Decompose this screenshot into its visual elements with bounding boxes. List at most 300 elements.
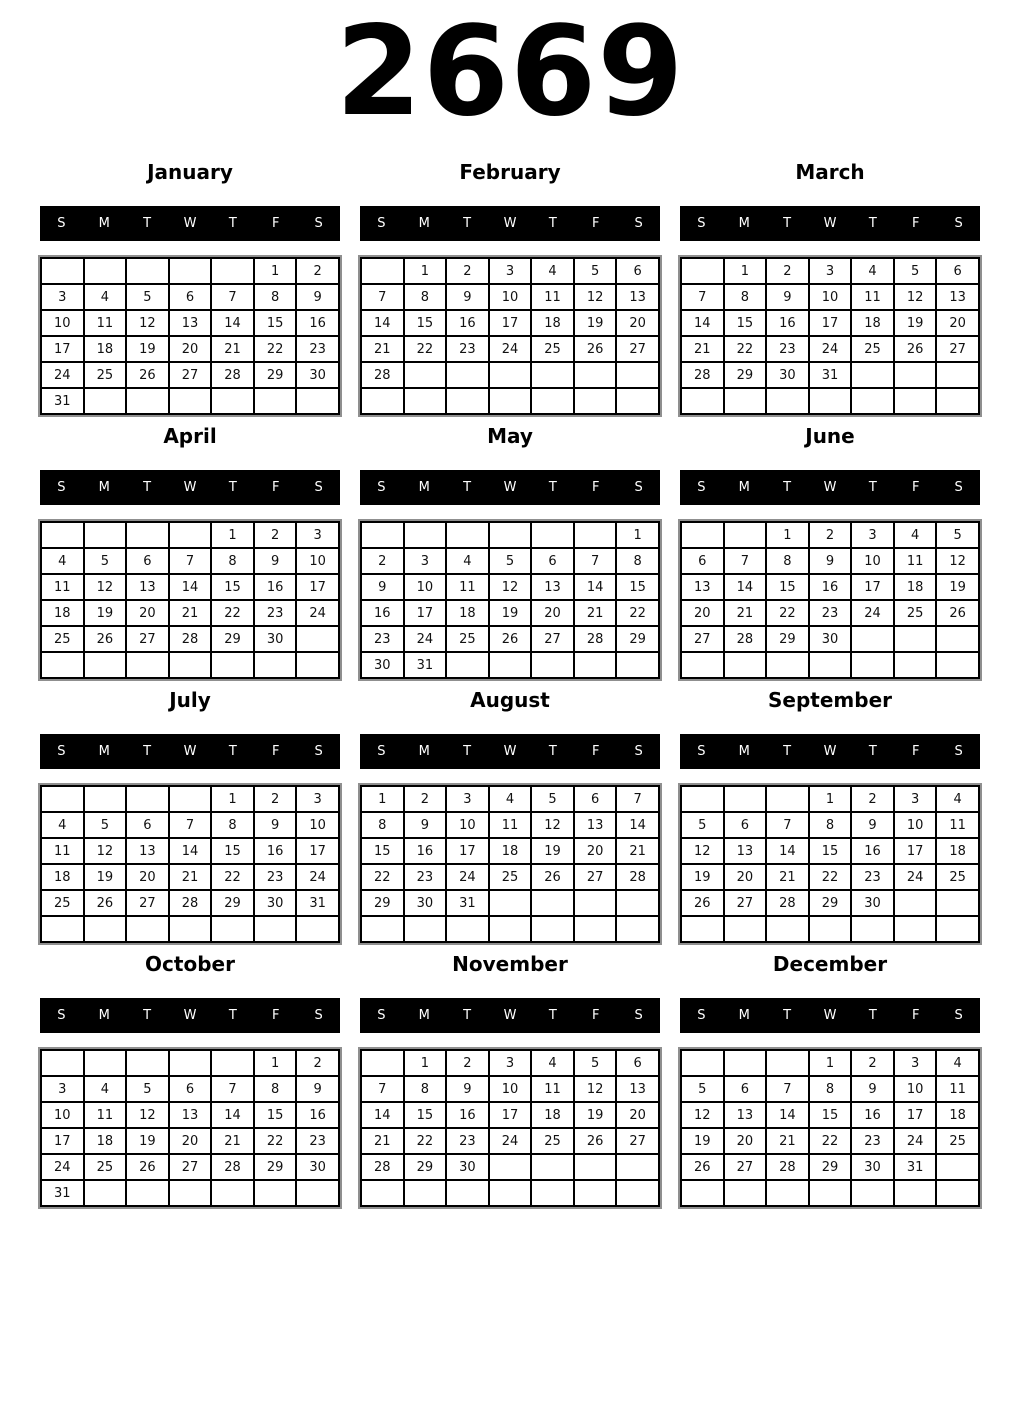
week-row [41, 1154, 339, 1180]
day-cell: 21 [211, 336, 254, 362]
empty-day-cell [574, 916, 617, 942]
day-grid [360, 785, 660, 943]
day-cell: 17 [489, 310, 532, 336]
day-cell: 8 [211, 812, 254, 838]
day-cell: 31 [41, 1180, 84, 1206]
week-row [681, 916, 979, 942]
day-cell: 19 [489, 600, 532, 626]
empty-day-cell [489, 1180, 532, 1206]
day-cell: 4 [936, 1050, 979, 1076]
day-cell: 29 [766, 626, 809, 652]
week-row [41, 522, 339, 548]
day-cell: 12 [894, 284, 937, 310]
empty-day-cell [361, 1050, 404, 1076]
day-cell: 8 [404, 1076, 447, 1102]
week-row [41, 864, 339, 890]
weekday-label: S [377, 744, 386, 759]
day-cell: 19 [531, 838, 574, 864]
weekday-label: W [503, 1008, 517, 1023]
day-cell: 27 [616, 1128, 659, 1154]
week-row [41, 1050, 339, 1076]
weekday-label: S [634, 744, 643, 759]
weekday-label: S [954, 480, 963, 495]
day-cell: 11 [936, 812, 979, 838]
day-cell: 23 [296, 336, 339, 362]
day-cell: 24 [851, 600, 894, 626]
empty-day-cell [531, 522, 574, 548]
week-row [681, 1128, 979, 1154]
empty-day-cell [404, 522, 447, 548]
day-cell: 3 [894, 786, 937, 812]
day-cell: 24 [446, 864, 489, 890]
empty-day-cell [894, 652, 937, 678]
day-cell: 13 [724, 1102, 767, 1128]
empty-day-cell [681, 1180, 724, 1206]
weekday-label: M [418, 480, 430, 495]
day-cell: 7 [211, 284, 254, 310]
empty-day-cell [254, 1180, 297, 1206]
empty-day-cell [681, 786, 724, 812]
day-cell: 13 [681, 574, 724, 600]
empty-day-cell [84, 786, 127, 812]
day-cell: 30 [296, 1154, 339, 1180]
empty-day-cell [531, 1180, 574, 1206]
day-cell: 19 [936, 574, 979, 600]
week-row [681, 838, 979, 864]
empty-day-cell [936, 890, 979, 916]
empty-day-cell [169, 388, 212, 414]
day-grid [680, 257, 980, 415]
empty-day-cell [211, 388, 254, 414]
day-cell: 24 [894, 864, 937, 890]
empty-day-cell [616, 652, 659, 678]
empty-day-cell [681, 652, 724, 678]
day-cell: 2 [404, 786, 447, 812]
month-block [360, 160, 660, 415]
day-cell: 6 [531, 548, 574, 574]
week-row [681, 522, 979, 548]
empty-day-cell [254, 388, 297, 414]
day-cell: 25 [851, 336, 894, 362]
day-cell: 25 [84, 1154, 127, 1180]
weekday-header-bar [360, 470, 660, 505]
day-cell: 24 [489, 1128, 532, 1154]
day-cell: 28 [211, 362, 254, 388]
day-cell: 30 [254, 626, 297, 652]
month-name: August [470, 688, 550, 712]
weekday-label: S [314, 480, 323, 495]
week-row [361, 1102, 659, 1128]
weekday-label: S [57, 480, 66, 495]
empty-day-cell [126, 258, 169, 284]
weekday-label: S [377, 480, 386, 495]
weekday-label: S [634, 480, 643, 495]
day-cell: 22 [809, 1128, 852, 1154]
empty-day-cell [724, 786, 767, 812]
week-row [361, 1076, 659, 1102]
day-grid [680, 785, 980, 943]
day-cell: 8 [211, 548, 254, 574]
week-row [681, 258, 979, 284]
day-cell: 30 [851, 1154, 894, 1180]
day-cell: 21 [766, 864, 809, 890]
day-cell: 6 [681, 548, 724, 574]
day-cell: 30 [446, 1154, 489, 1180]
empty-day-cell [616, 916, 659, 942]
day-cell: 4 [446, 548, 489, 574]
day-cell: 21 [681, 336, 724, 362]
day-cell: 6 [126, 812, 169, 838]
month-block [360, 952, 660, 1207]
empty-day-cell [446, 362, 489, 388]
weekday-label: F [911, 744, 920, 759]
day-cell: 28 [361, 1154, 404, 1180]
day-cell: 16 [851, 1102, 894, 1128]
empty-day-cell [169, 258, 212, 284]
day-cell: 7 [766, 812, 809, 838]
day-cell: 2 [296, 258, 339, 284]
weekday-label: F [271, 744, 280, 759]
day-cell: 7 [361, 284, 404, 310]
empty-day-cell [936, 1180, 979, 1206]
day-cell: 29 [254, 362, 297, 388]
day-cell: 13 [936, 284, 979, 310]
day-cell: 3 [41, 284, 84, 310]
day-cell: 4 [41, 812, 84, 838]
empty-day-cell [41, 258, 84, 284]
day-cell: 1 [404, 258, 447, 284]
weekday-label: T [548, 480, 557, 495]
empty-day-cell [126, 1050, 169, 1076]
day-cell: 5 [936, 522, 979, 548]
empty-day-cell [211, 1180, 254, 1206]
day-cell: 22 [616, 600, 659, 626]
day-cell: 21 [616, 838, 659, 864]
day-cell: 12 [84, 838, 127, 864]
day-cell: 14 [211, 1102, 254, 1128]
day-cell: 3 [489, 1050, 532, 1076]
empty-day-cell [531, 890, 574, 916]
empty-day-cell [531, 388, 574, 414]
day-cell: 4 [489, 786, 532, 812]
empty-day-cell [724, 652, 767, 678]
month-name: February [459, 160, 561, 184]
day-cell: 30 [766, 362, 809, 388]
weekday-label: M [738, 480, 750, 495]
week-row [41, 310, 339, 336]
day-cell: 25 [894, 600, 937, 626]
week-row [361, 362, 659, 388]
weekday-label: M [418, 744, 430, 759]
day-cell: 9 [361, 574, 404, 600]
week-row [41, 284, 339, 310]
empty-day-cell [361, 916, 404, 942]
day-cell: 20 [616, 310, 659, 336]
empty-day-cell [681, 258, 724, 284]
empty-day-cell [84, 916, 127, 942]
day-cell: 19 [574, 310, 617, 336]
day-cell: 10 [446, 812, 489, 838]
month-block [40, 952, 340, 1207]
day-cell: 4 [531, 258, 574, 284]
empty-day-cell [894, 890, 937, 916]
day-cell: 13 [126, 838, 169, 864]
empty-day-cell [681, 388, 724, 414]
day-cell: 31 [894, 1154, 937, 1180]
empty-day-cell [531, 916, 574, 942]
week-row [361, 864, 659, 890]
day-grid [360, 257, 660, 415]
day-cell: 14 [574, 574, 617, 600]
day-cell: 8 [616, 548, 659, 574]
weekday-label: M [98, 1008, 110, 1023]
day-cell: 18 [531, 1102, 574, 1128]
weekday-label: T [868, 1008, 877, 1023]
week-row [361, 600, 659, 626]
day-cell: 15 [254, 310, 297, 336]
week-row [681, 600, 979, 626]
day-cell: 4 [936, 786, 979, 812]
empty-day-cell [446, 388, 489, 414]
day-cell: 12 [84, 574, 127, 600]
empty-day-cell [681, 916, 724, 942]
week-row [41, 362, 339, 388]
day-cell: 24 [296, 864, 339, 890]
day-cell: 26 [574, 1128, 617, 1154]
week-row [41, 574, 339, 600]
day-cell: 30 [404, 890, 447, 916]
empty-day-cell [211, 258, 254, 284]
day-cell: 19 [84, 864, 127, 890]
day-cell: 21 [361, 1128, 404, 1154]
day-cell: 14 [766, 1102, 809, 1128]
day-cell: 18 [446, 600, 489, 626]
empty-day-cell [446, 652, 489, 678]
day-cell: 19 [894, 310, 937, 336]
day-cell: 16 [296, 310, 339, 336]
day-cell: 14 [361, 1102, 404, 1128]
day-cell: 24 [489, 336, 532, 362]
week-row [41, 890, 339, 916]
empty-day-cell [574, 522, 617, 548]
weekday-label: T [783, 1008, 792, 1023]
week-row [361, 626, 659, 652]
day-cell: 4 [531, 1050, 574, 1076]
day-cell: 23 [446, 1128, 489, 1154]
month-block [680, 688, 980, 943]
empty-day-cell [936, 388, 979, 414]
day-cell: 16 [446, 310, 489, 336]
day-cell: 24 [296, 600, 339, 626]
empty-day-cell [41, 786, 84, 812]
weekday-label: W [503, 216, 517, 231]
week-row [681, 626, 979, 652]
day-cell: 11 [489, 812, 532, 838]
empty-day-cell [169, 1180, 212, 1206]
weekday-label: T [548, 1008, 557, 1023]
day-cell: 3 [296, 522, 339, 548]
day-cell: 7 [616, 786, 659, 812]
empty-day-cell [446, 916, 489, 942]
weekday-label: S [697, 744, 706, 759]
weekday-label: T [783, 480, 792, 495]
day-cell: 26 [489, 626, 532, 652]
weekday-label: T [143, 744, 152, 759]
weekday-label: S [377, 1008, 386, 1023]
empty-day-cell [681, 1050, 724, 1076]
day-cell: 22 [211, 864, 254, 890]
day-cell: 21 [169, 864, 212, 890]
day-cell: 15 [254, 1102, 297, 1128]
week-row [361, 838, 659, 864]
day-cell: 23 [446, 336, 489, 362]
day-cell: 22 [404, 336, 447, 362]
week-row [681, 548, 979, 574]
month-block [680, 424, 980, 679]
day-cell: 12 [126, 310, 169, 336]
day-grid [40, 1049, 340, 1207]
day-cell: 16 [404, 838, 447, 864]
weekday-label: T [228, 1008, 237, 1023]
day-cell: 18 [41, 600, 84, 626]
day-cell: 15 [809, 1102, 852, 1128]
weekday-label: T [463, 216, 472, 231]
day-cell: 13 [169, 310, 212, 336]
day-cell: 10 [296, 812, 339, 838]
day-cell: 30 [361, 652, 404, 678]
empty-day-cell [574, 1180, 617, 1206]
week-row [41, 1102, 339, 1128]
day-cell: 27 [169, 1154, 212, 1180]
day-cell: 29 [211, 626, 254, 652]
weekday-label: F [591, 1008, 600, 1023]
weekday-label: S [57, 744, 66, 759]
day-cell: 1 [616, 522, 659, 548]
weekday-label: M [738, 744, 750, 759]
day-cell: 22 [724, 336, 767, 362]
week-row [41, 812, 339, 838]
empty-day-cell [809, 388, 852, 414]
day-cell: 27 [531, 626, 574, 652]
empty-day-cell [126, 522, 169, 548]
month-name: July [169, 688, 211, 712]
day-cell: 27 [936, 336, 979, 362]
empty-day-cell [446, 1180, 489, 1206]
weekday-label: T [868, 480, 877, 495]
day-cell: 15 [766, 574, 809, 600]
week-row [41, 1128, 339, 1154]
weekday-header-bar [680, 998, 980, 1033]
week-row [681, 1180, 979, 1206]
day-cell: 8 [809, 812, 852, 838]
day-cell: 20 [531, 600, 574, 626]
day-cell: 13 [616, 284, 659, 310]
day-cell: 31 [446, 890, 489, 916]
day-cell: 16 [446, 1102, 489, 1128]
weekday-label: W [183, 1008, 197, 1023]
weekday-label: S [314, 744, 323, 759]
empty-day-cell [489, 652, 532, 678]
day-cell: 30 [254, 890, 297, 916]
day-cell: 11 [446, 574, 489, 600]
day-cell: 16 [851, 838, 894, 864]
day-cell: 2 [851, 786, 894, 812]
week-row [361, 786, 659, 812]
day-grid [680, 1049, 980, 1207]
empty-day-cell [724, 1180, 767, 1206]
day-cell: 8 [766, 548, 809, 574]
empty-day-cell [84, 388, 127, 414]
day-cell: 6 [169, 284, 212, 310]
empty-day-cell [936, 1154, 979, 1180]
day-cell: 6 [724, 1076, 767, 1102]
day-cell: 26 [531, 864, 574, 890]
day-cell: 22 [766, 600, 809, 626]
day-cell: 9 [766, 284, 809, 310]
weekday-label: W [183, 480, 197, 495]
empty-day-cell [851, 388, 894, 414]
week-row [41, 548, 339, 574]
weekday-label: M [98, 744, 110, 759]
week-row [681, 1076, 979, 1102]
empty-day-cell [616, 1180, 659, 1206]
month-name: June [805, 424, 855, 448]
day-cell: 11 [84, 1102, 127, 1128]
day-cell: 1 [724, 258, 767, 284]
empty-day-cell [766, 388, 809, 414]
day-cell: 23 [254, 600, 297, 626]
weekday-label: S [954, 744, 963, 759]
day-cell: 22 [254, 1128, 297, 1154]
day-cell: 28 [361, 362, 404, 388]
week-row [361, 522, 659, 548]
day-cell: 29 [254, 1154, 297, 1180]
day-cell: 17 [404, 600, 447, 626]
week-row [361, 336, 659, 362]
weekday-header-bar [680, 734, 980, 769]
empty-day-cell [724, 1050, 767, 1076]
day-cell: 24 [404, 626, 447, 652]
day-cell: 28 [724, 626, 767, 652]
day-cell: 11 [41, 838, 84, 864]
empty-day-cell [809, 652, 852, 678]
day-cell: 5 [84, 548, 127, 574]
empty-day-cell [894, 362, 937, 388]
day-cell: 12 [936, 548, 979, 574]
empty-day-cell [211, 1050, 254, 1076]
empty-day-cell [894, 388, 937, 414]
day-cell: 8 [809, 1076, 852, 1102]
month-name: May [487, 424, 533, 448]
day-cell: 25 [41, 890, 84, 916]
day-cell: 12 [574, 1076, 617, 1102]
day-cell: 27 [724, 1154, 767, 1180]
day-cell: 17 [41, 1128, 84, 1154]
day-cell: 18 [894, 574, 937, 600]
day-cell: 26 [126, 1154, 169, 1180]
weekday-header-bar [40, 734, 340, 769]
weekday-header-bar [680, 206, 980, 241]
day-cell: 11 [851, 284, 894, 310]
day-cell: 23 [766, 336, 809, 362]
week-row [41, 388, 339, 414]
weekday-label: S [697, 480, 706, 495]
day-cell: 4 [41, 548, 84, 574]
empty-day-cell [681, 522, 724, 548]
empty-day-cell [936, 916, 979, 942]
day-cell: 9 [809, 548, 852, 574]
weekday-label: T [228, 744, 237, 759]
